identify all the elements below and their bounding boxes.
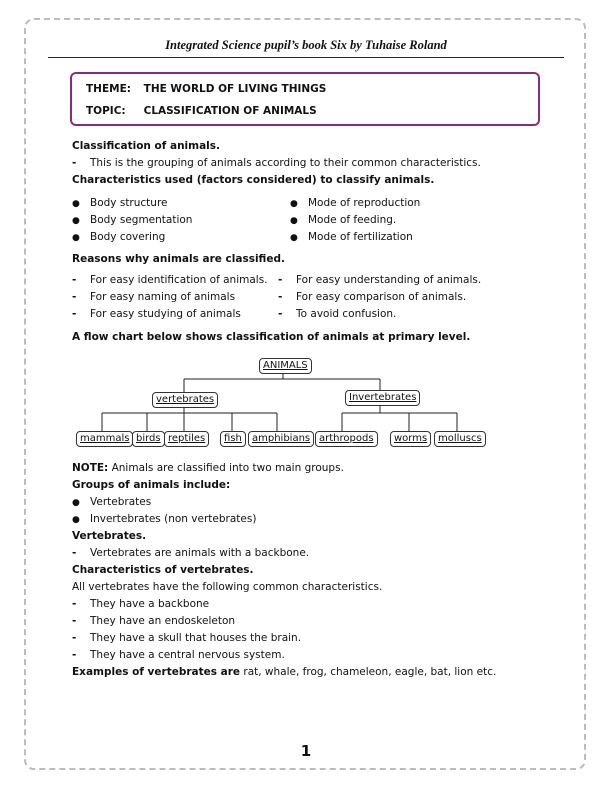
- list-item: ● Vertebrates: [72, 494, 542, 511]
- reasons-heading: Reasons why animals are classified.: [72, 253, 285, 265]
- classification-definition: - This is the grouping of animals according to their common characteristics.: [72, 155, 542, 172]
- node-animals: ANIMALS: [259, 358, 312, 374]
- list-item: ● Mode of reproduction: [290, 195, 520, 212]
- note-line: [72, 460, 542, 477]
- page-number: 1: [300, 742, 312, 760]
- classification-flowchart: [72, 350, 542, 460]
- examples-line: [72, 664, 542, 681]
- list-item: - For easy identification of animals.: [72, 272, 278, 289]
- dash-marker: -: [72, 308, 77, 320]
- list-item: ● Body covering: [72, 229, 290, 246]
- bullet-icon: ●: [290, 216, 298, 226]
- groups-heading: Groups of animals include:: [72, 479, 231, 491]
- dash-marker: -: [278, 308, 283, 320]
- list-item: - They have a central nervous system.: [72, 647, 542, 664]
- node-vertebrates: vertebrates: [152, 392, 218, 408]
- vertebrate-characteristics-heading: Characteristics of vertebrates.: [72, 564, 254, 576]
- reasons-list: [72, 272, 542, 323]
- bullet-icon: ●: [290, 199, 298, 209]
- bullet-icon: ●: [72, 199, 80, 209]
- bullet-icon: ●: [72, 233, 80, 243]
- dash-marker: -: [72, 274, 77, 286]
- list-item: ● Mode of fertilization: [290, 229, 520, 246]
- characteristics-left-column: [72, 195, 290, 246]
- theme-value: THE WORLD OF LIVING THINGS: [143, 83, 327, 95]
- theme-label: THEME:: [86, 83, 131, 95]
- vertebrate-characteristics-intro: All vertebrates have the following common characteristics.: [72, 581, 383, 593]
- node-reptiles: reptiles: [164, 431, 209, 447]
- node-molluscs: molluscs: [434, 431, 486, 447]
- dash-marker: -: [72, 598, 77, 610]
- characteristics-heading: Characteristics used (factors considered) to classify animals.: [72, 174, 435, 186]
- content: [72, 138, 542, 681]
- bullet-icon: ●: [72, 515, 80, 525]
- vertebrates-heading: Vertebrates.: [72, 530, 147, 542]
- dash-marker: -: [72, 615, 77, 627]
- flowchart-heading: A flow chart below shows classification of animals at primary level.: [72, 331, 471, 343]
- list-item: ● Mode of feeding.: [290, 212, 520, 229]
- node-birds: birds: [132, 431, 165, 447]
- node-arthropods: arthropods: [315, 431, 378, 447]
- page-header: Integrated Science pupil’s book Six by Tuhaise Roland: [165, 38, 447, 52]
- list-item: - For easy naming of animals: [72, 289, 278, 306]
- header-rule: [48, 57, 564, 58]
- node-mammals: mammals: [76, 431, 133, 447]
- dash-marker: -: [278, 291, 283, 303]
- topic-label: TOPIC:: [86, 105, 126, 117]
- dash-marker: -: [72, 547, 77, 559]
- characteristics-right-column: [290, 195, 520, 246]
- vertebrates-definition: - Vertebrates are animals with a backbone.: [72, 545, 542, 562]
- bullet-icon: ●: [72, 216, 80, 226]
- theme-row: [86, 83, 326, 95]
- list-item: - For easy comparison of animals.: [278, 289, 508, 306]
- characteristics-list: [72, 195, 542, 246]
- list-item: ● Body structure: [72, 195, 290, 212]
- note-label: NOTE:: [72, 462, 109, 474]
- node-worms: worms: [390, 431, 431, 447]
- topic-value: CLASSIFICATION OF ANIMALS: [143, 105, 317, 117]
- topic-row: [86, 105, 317, 117]
- reasons-left-column: [72, 272, 278, 323]
- node-amphibians: amphibians: [248, 431, 314, 447]
- examples-label: Examples of vertebrates are: [72, 666, 241, 678]
- note-text: Animals are classified into two main groups.: [108, 462, 344, 474]
- list-item: - For easy studying of animals: [72, 306, 278, 323]
- list-item: - They have an endoskeleton: [72, 613, 542, 630]
- list-item: ● Body segmentation: [72, 212, 290, 229]
- dash-marker: -: [72, 157, 77, 169]
- theme-box: [70, 72, 540, 126]
- list-item: - They have a skull that houses the brain.: [72, 630, 542, 647]
- dash-marker: -: [72, 649, 77, 661]
- bullet-icon: ●: [290, 233, 298, 243]
- list-item: - For easy understanding of animals.: [278, 272, 508, 289]
- dash-marker: -: [72, 632, 77, 644]
- examples-text: rat, whale, frog, chameleon, eagle, bat, lion etc.: [240, 666, 497, 678]
- dash-marker: -: [278, 274, 283, 286]
- dash-marker: -: [72, 291, 77, 303]
- bullet-icon: ●: [72, 498, 80, 508]
- classification-heading: Classification of animals.: [72, 140, 221, 152]
- list-item: - To avoid confusion.: [278, 306, 508, 323]
- node-fish: fish: [220, 431, 246, 447]
- list-item: ● Invertebrates (non vertebrates): [72, 511, 542, 528]
- list-item: - They have a backbone: [72, 596, 542, 613]
- reasons-right-column: [278, 272, 508, 323]
- node-invertebrates: Invertebrates: [345, 390, 420, 406]
